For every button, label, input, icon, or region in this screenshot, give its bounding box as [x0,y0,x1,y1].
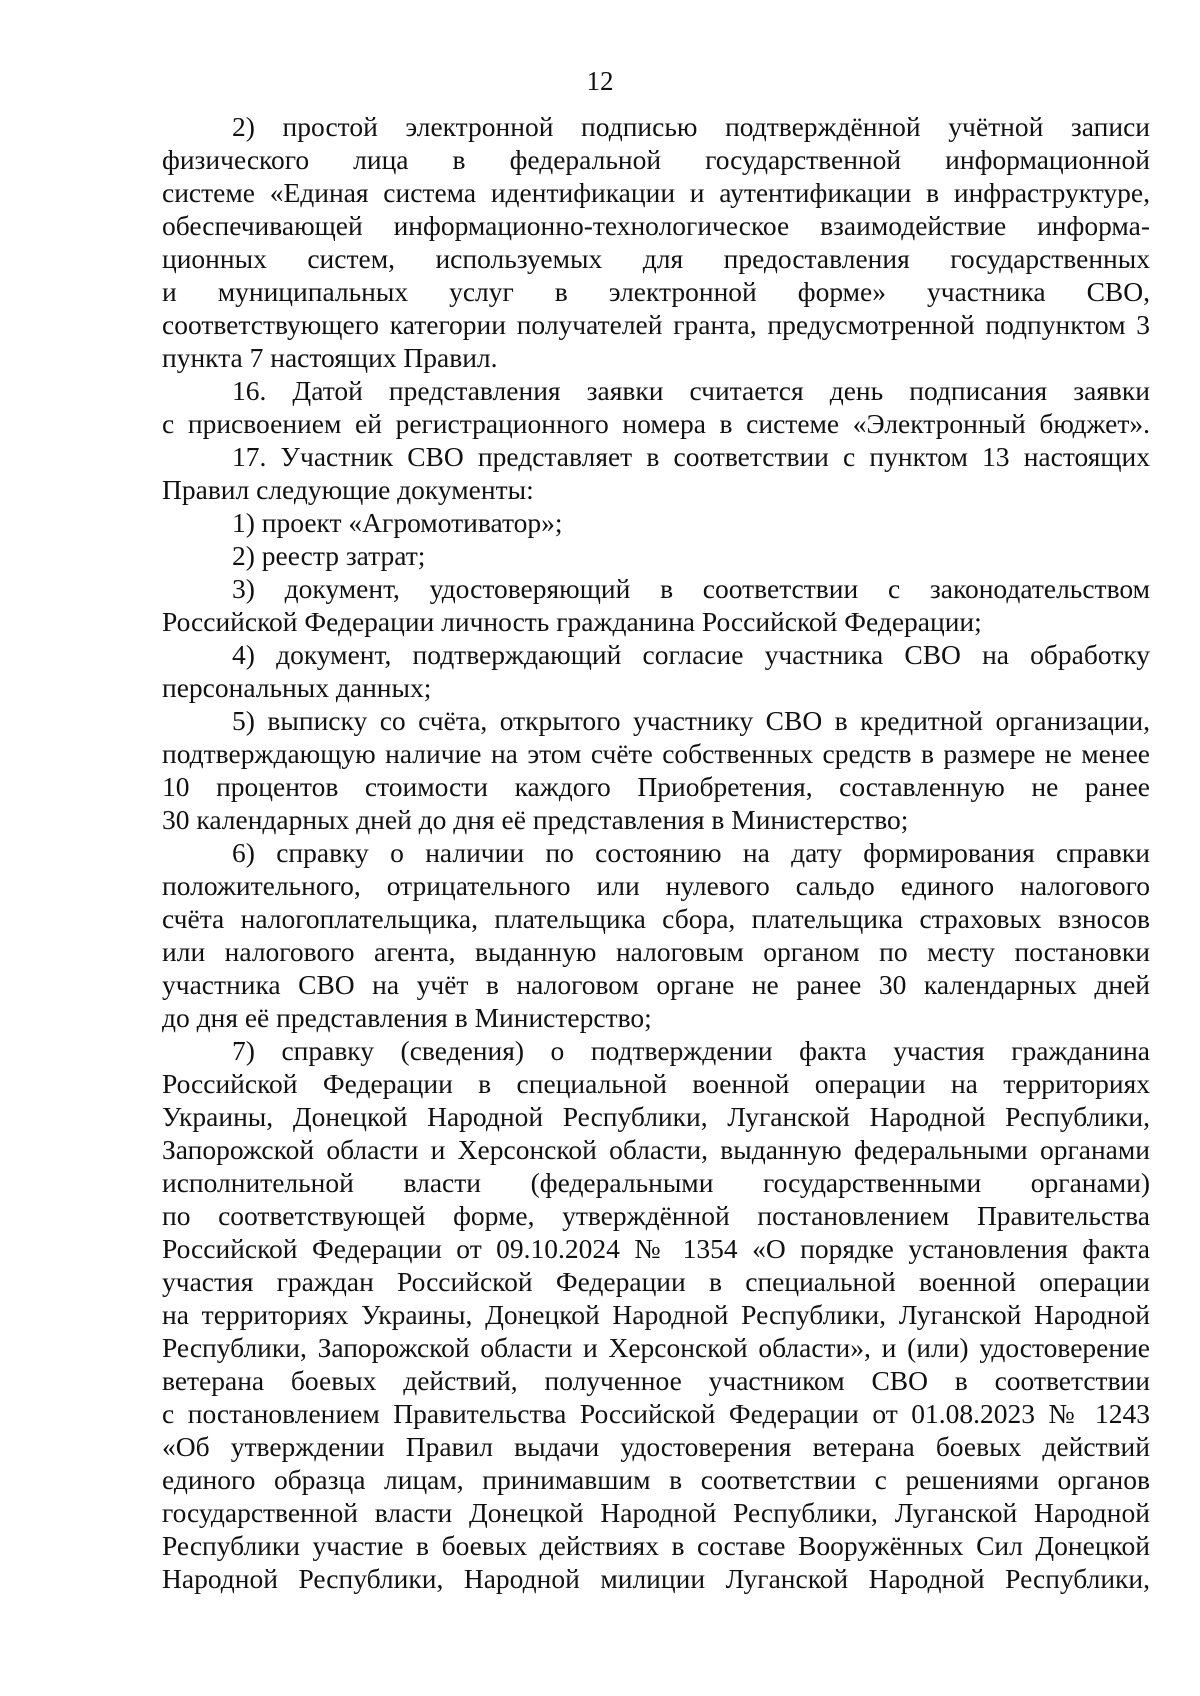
text-line: 30 календарных дней до дня её представления в Министерство; [162,804,909,835]
text-line: Российской Федерации в специальной военной операции на территориях [162,1068,1150,1099]
text-line: на территориях Украины, Донецкой Народной Республики, Луганской Народной [162,1299,1150,1330]
page-number: 12 [586,66,614,96]
text-line: Украины, Донецкой Народной Республики, Луганской Народной Республики, [162,1101,1150,1132]
text-line: счёта налогоплательщика, плательщика сбора, плательщика страховых взносов [162,903,1150,934]
text-line: 10 процентов стоимости каждого Приобретения, составленную не ранее [162,771,1150,802]
text-line: по соответствующей форме, утверждённой постановлением Правительства [162,1200,1150,1231]
text-line: 5) выписку со счёта, открытого участнику СВО в кредитной организации, [232,705,1150,736]
text-line: ветерана боевых действий, полученное участником СВО в соответствии [162,1365,1150,1396]
text-line: ционных систем, используемых для предоставления государственных [162,243,1150,274]
text-line: 1) проект «Агромотиватор»; [232,507,563,538]
text-line: Запорожской области и Херсонской области, выданную федеральными органами [162,1134,1150,1165]
text-line: пункта 7 настоящих Правил. [162,342,498,373]
text-line: Народной Республики, Народной милиции Луганской Народной Республики, [162,1563,1150,1594]
text-line: персональных данных; [162,672,432,703]
text-line: с присвоением ей регистрационного номера в системе «Электронный бюджет». [162,408,1150,439]
text-line: соответствующего категории получателей гранта, предусмотренной подпунктом 3 [162,309,1150,340]
text-line: Правил следующие документы: [162,474,534,505]
text-line: Российской Федерации от 09.10.2024 № 1354 «О порядке установления факта [162,1233,1150,1264]
text-line: 7) справку (сведения) о подтверждении факта участия гражданина [232,1035,1150,1066]
text-line: Республики участие в боевых действиях в составе Вооружённых Сил Донецкой [162,1530,1150,1561]
text-line: единого образца лицам, принимавшим в соответствии с решениями органов [162,1464,1150,1495]
text-line: 4) документ, подтверждающий согласие участника СВО на обработку [232,639,1150,670]
text-line: 6) справку о наличии по состоянию на дату формирования справки [232,837,1150,868]
text-line: подтверждающую наличие на этом счёте собственных средств в размере не менее [162,738,1150,769]
text-line: исполнительной власти (федеральными государственными органами) [162,1167,1150,1198]
text-line: обеспечивающей информационно-технологическое взаимодействие информа- [162,210,1150,241]
text-line: с постановлением Правительства Российской Федерации от 01.08.2023 № 1243 [162,1398,1150,1429]
text-line: 16. Датой представления заявки считается день подписания заявки [232,375,1150,406]
text-line: и муниципальных услуг в электронной форме» участника СВО, [162,276,1150,307]
text-line: или налогового агента, выданную налоговым органом по месту постановки [162,936,1150,967]
text-line: 3) документ, удостоверяющий в соответствии с законодательством [232,573,1150,604]
text-line: Российской Федерации личность гражданина Российской Федерации; [162,606,982,637]
text-line: 17. Участник СВО представляет в соответствии с пунктом 13 настоящих [232,441,1150,472]
text-line: 2) простой электронной подписью подтверждённой учётной записи [232,111,1150,142]
text-line: системе «Единая система идентификации и аутентификации в инфраструктуре, [162,177,1150,208]
text-line: государственной власти Донецкой Народной Республики, Луганской Народной [162,1497,1150,1528]
text-line: положительного, отрицательного или нулевого сальдо единого налогового [162,870,1150,901]
text-line: участия граждан Российской Федерации в специальной военной операции [162,1266,1150,1297]
text-line: до дня её представления в Министерство; [162,1002,652,1033]
document-body [162,110,1150,1595]
text-line: физического лица в федеральной государственной информационной [162,144,1150,175]
text-line: 2) реестр затрат; [232,540,426,571]
text-line: участника СВО на учёт в налоговом органе не ранее 30 календарных дней [162,969,1150,1000]
text-line: «Об утверждении Правил выдачи удостоверения ветерана боевых действий [162,1431,1150,1462]
text-line: Республики, Запорожской области и Херсонской области», и (или) удостоверение [162,1332,1150,1363]
